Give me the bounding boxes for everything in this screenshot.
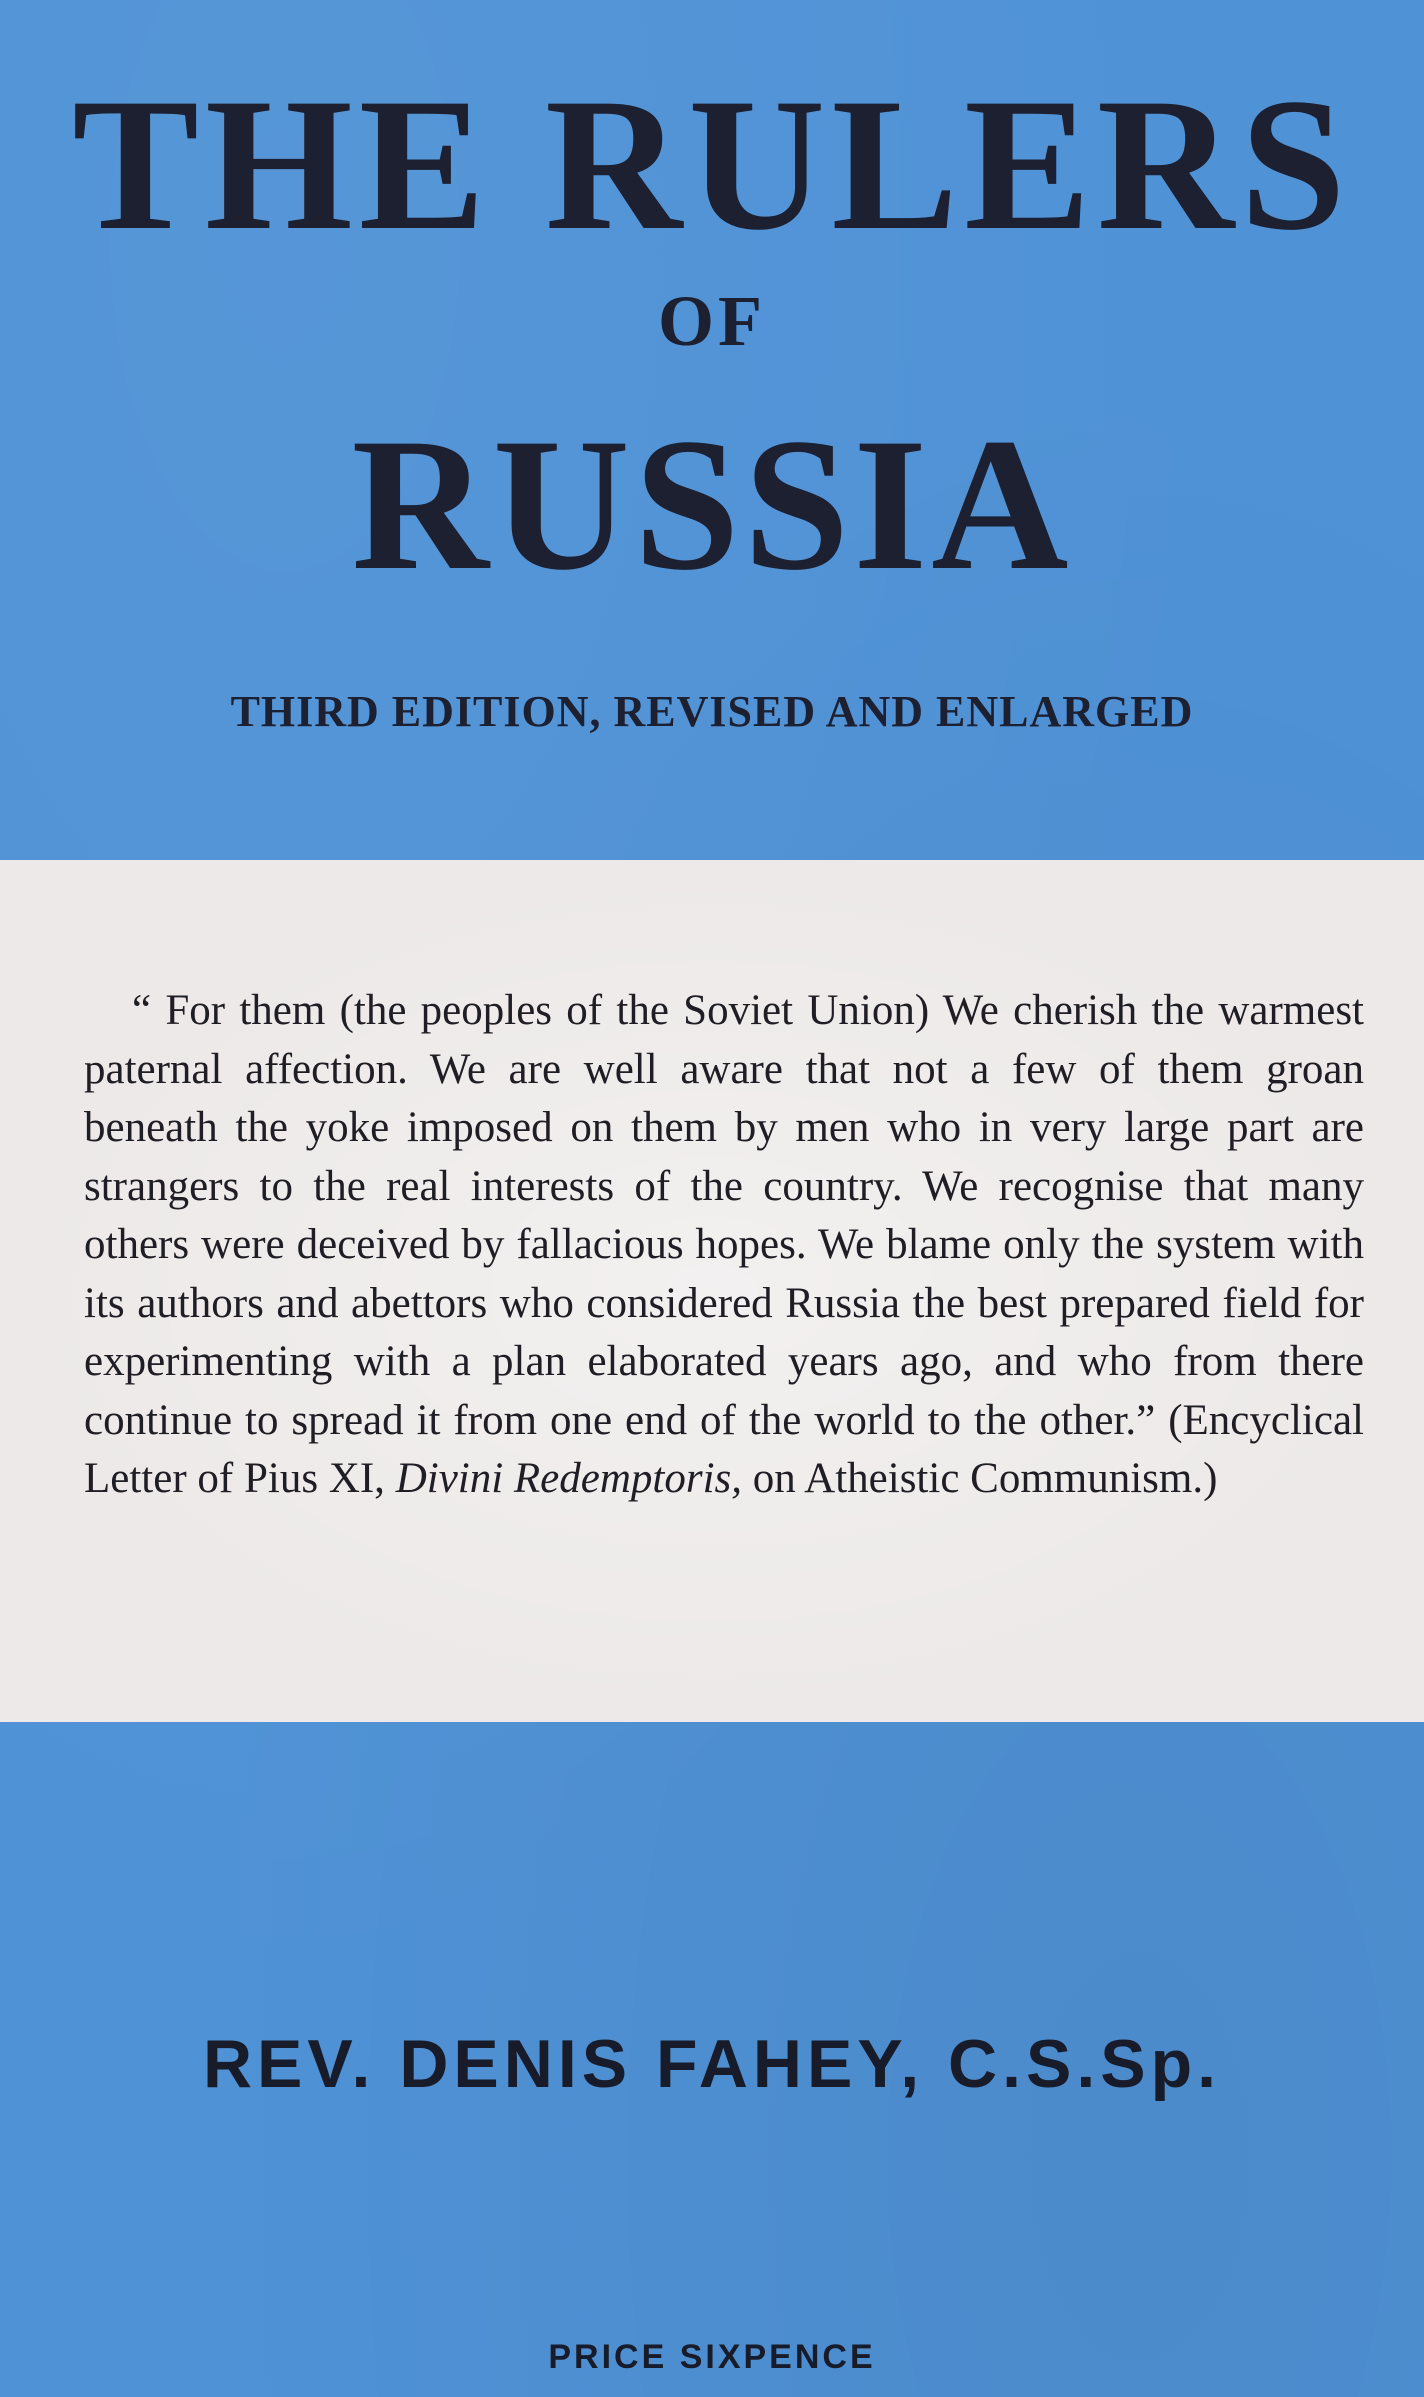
title-russia: RUSSIA [351,400,1073,610]
edition-note: THIRD EDITION, REVISED AND ENLARGED [230,687,1194,736]
price-label: PRICE SIXPENCE [548,2338,876,2376]
quote-text: “ For them (the peoples of the Soviet Union) We cherish the warmest paternal affection. We are well aware that not a few of them groan beneath the yoke imposed on them by men who in very large part are strangers to the real interests of the country. We recognise that many others were deceived by fallacious hopes. We blame only the system with its authors and abettors who considered Russia the best prepared field for experimenting with a plan elaborated years ago, and who from there continue to spread it from one end of the world to the other.” (Encyclical Letter of Pius XI, [84,987,1364,1502]
quote-italic-title: Divini Redemptoris, [395,1455,743,1502]
title-of: OF [658,281,766,361]
title-the-rulers: THE RULERS [72,60,1352,270]
quote-text-end: on Atheistic Communism.) [742,1455,1218,1502]
encyclical-quote [84,982,1364,1509]
author-name: REV. DENIS FAHEY, C.S.Sp. [202,2026,1222,2102]
